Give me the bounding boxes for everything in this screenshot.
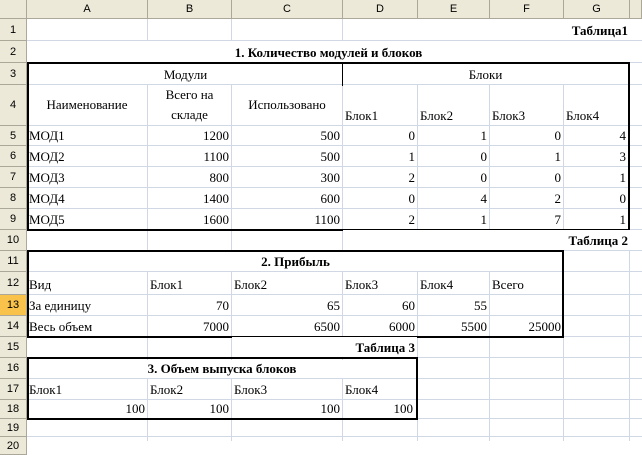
table1-cell[interactable]: 500 [320,128,340,143]
table1-cell[interactable]: 1100 [203,149,229,164]
row-header[interactable]: 6 [0,146,27,167]
row-header[interactable]: 16 [0,358,27,379]
table3-value[interactable]: 100 [125,401,145,416]
gridline [27,436,642,437]
column-header-a[interactable]: A [27,0,148,19]
row-header[interactable]: 5 [0,126,27,146]
table2-cell[interactable]: Весь объем [29,319,93,334]
table1-cell[interactable]: 600 [320,191,340,206]
table3-header-block4[interactable]: Блок4 [345,382,379,397]
table1-cell[interactable]: 300 [320,170,340,185]
table1-group-blocks[interactable]: Блоки [343,63,628,84]
column-header-d[interactable]: D [343,0,418,19]
table1-cell[interactable]: 3 [619,149,626,164]
table1-cell[interactable]: 2 [554,191,561,206]
table1-header-block4[interactable]: Блок4 [566,108,600,123]
row-header[interactable]: 18 [0,400,27,419]
row-header[interactable]: 20 [0,437,27,455]
table3-header-block1[interactable]: Блок1 [29,382,63,397]
table2-cell[interactable]: За единицу [29,298,92,313]
table2-header-block4[interactable]: Блок4 [420,277,454,292]
table1-cell[interactable]: 0 [408,128,415,143]
table1-cell[interactable]: 0 [554,170,561,185]
row-header[interactable]: 7 [0,167,27,188]
table1-cell[interactable]: 1 [619,170,626,185]
row-header[interactable]: 19 [0,419,27,437]
table2-cell[interactable]: 6000 [389,319,415,334]
table2-header-type[interactable]: Вид [29,277,52,292]
table2-cell[interactable]: 25000 [528,319,561,334]
table1-cell[interactable]: 1 [480,212,487,227]
table1-cell[interactable]: 1400 [203,191,229,206]
row-header[interactable]: 1 [0,19,27,41]
table2-header-total[interactable]: Всего [492,277,524,292]
table2-title[interactable]: 2. Прибыль [29,252,562,271]
table1-cell[interactable]: 1200 [203,128,229,143]
column-header-c[interactable]: C [232,0,343,19]
table1-header-block3[interactable]: Блок3 [492,108,526,123]
table2-cell[interactable] [490,295,563,315]
table1-cell[interactable]: 2 [408,212,415,227]
row-header[interactable]: 11 [0,251,27,272]
table1-cell[interactable]: 0 [408,191,415,206]
row-header[interactable]: 10 [0,230,27,251]
table1-cell[interactable]: 4 [619,128,626,143]
table1-cell[interactable]: 0 [554,128,561,143]
table2-header-block3[interactable]: Блок3 [345,277,379,292]
row-header-active[interactable]: 13 [0,295,27,316]
column-header-filler [630,0,642,19]
table1-header-name[interactable]: Наименование [46,97,128,112]
column-header-g[interactable]: G [564,0,630,19]
table2-cell[interactable]: 7000 [203,319,229,334]
table1-header-block2[interactable]: Блок2 [420,108,454,123]
table1-cell[interactable]: 0 [619,191,626,206]
table2-cell[interactable]: 60 [402,298,415,313]
table1-cell[interactable]: 800 [209,170,229,185]
table1-header-used[interactable]: Использовано [248,97,326,112]
table3-title[interactable]: 3. Объем выпуска блоков [29,360,415,378]
column-header-f[interactable]: F [490,0,564,19]
table2-cell[interactable]: 65 [327,298,340,313]
gridline [27,250,642,251]
table1-cell[interactable]: 0 [480,149,487,164]
table1-cell[interactable]: МОД2 [29,149,65,164]
row-header[interactable]: 12 [0,272,27,295]
table3-caption[interactable]: Таблица 3 [232,337,417,357]
table1-title[interactable]: 1. Количество модулей и блоков [27,41,630,62]
table1-cell[interactable]: 2 [408,170,415,185]
column-header-b[interactable]: B [148,0,232,19]
row-header[interactable]: 9 [0,209,27,230]
table1-caption[interactable]: Таблица1 [343,19,630,40]
table1-cell[interactable]: МОД4 [29,191,65,206]
table1-cell[interactable]: 1100 [314,212,340,227]
table2-cell[interactable]: 5500 [461,319,487,334]
table3-header-block2[interactable]: Блок2 [150,382,184,397]
table1-cell[interactable]: 1600 [203,212,229,227]
column-header-e[interactable]: E [418,0,490,19]
table1-cell[interactable]: 4 [480,191,487,206]
row-header[interactable]: 15 [0,337,27,358]
table1-cell[interactable]: МОД3 [29,170,65,185]
gridline [27,357,642,358]
row-header[interactable]: 17 [0,379,27,400]
row-header[interactable]: 2 [0,41,27,63]
table1-cell[interactable]: 1 [554,149,561,164]
table2-header-block1[interactable]: Блок1 [150,277,184,292]
table1-header-block1[interactable]: Блок1 [345,108,379,123]
table1-cell[interactable]: 0 [480,170,487,185]
table1-group-modules[interactable]: Модули [29,63,342,84]
row-header[interactable]: 14 [0,316,27,337]
row-header[interactable]: 3 [0,63,27,85]
table1-cell[interactable]: 500 [320,149,340,164]
table1-cell[interactable]: МОД5 [29,212,65,227]
gridline [27,418,642,419]
select-all-corner[interactable] [0,0,27,19]
row-header[interactable]: 4 [0,85,27,126]
row-header[interactable]: 8 [0,188,27,209]
table1-header-stock[interactable]: Всего на складе [165,87,214,122]
table2-cell[interactable]: 55 [474,298,487,313]
table1-cell[interactable]: 1 [408,149,415,164]
table3-header-block3[interactable]: Блок3 [234,382,268,397]
table1-group-divider [342,62,343,86]
table1-cell[interactable]: 7 [554,212,561,227]
table3-value[interactable]: 100 [209,401,229,416]
table1-cell[interactable]: 1 [619,212,626,227]
table2-cell[interactable]: 70 [216,298,229,313]
table1-cell[interactable]: 1 [480,128,487,143]
table2-cell[interactable]: 6500 [314,319,340,334]
table2-caption[interactable]: Таблица 2 [343,230,630,250]
table1-cell[interactable]: МОД1 [29,128,65,143]
table3-value[interactable]: 100 [320,401,340,416]
table3-value[interactable]: 100 [393,401,413,416]
table2-header-block2[interactable]: Блок2 [234,277,268,292]
